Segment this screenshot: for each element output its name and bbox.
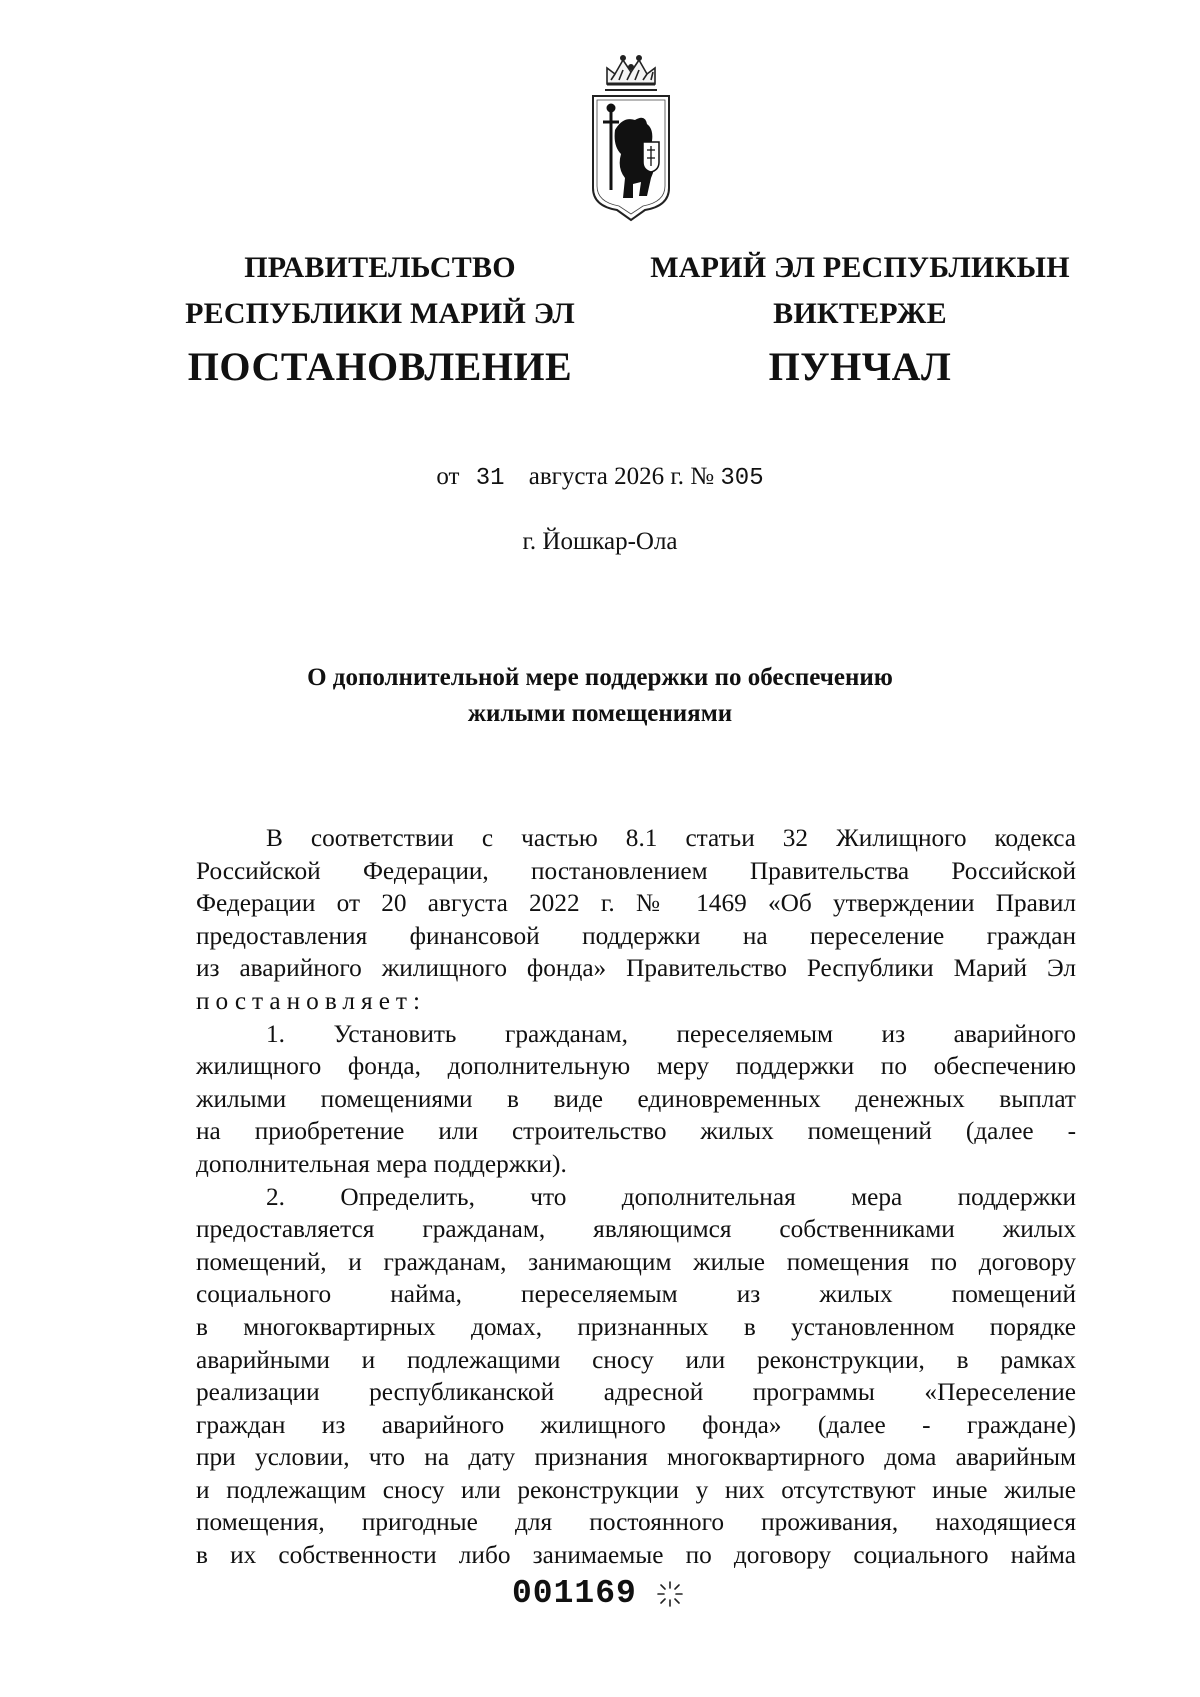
body-line-item-2: 2. Определить, что дополнительная мера поддержки (266, 1182, 1076, 1211)
body-line: Федерации от 20 августа 2022 г. № 1469 «Об утверждении Правил (196, 889, 1076, 918)
government-name-mari-line2: ВИКТЕРЖЕ (773, 297, 947, 330)
body-line: граждан из аварийного жилищного фонда» (далее - граждане) (196, 1410, 1076, 1439)
document-title (200, 660, 1000, 732)
body-line: помещения, пригодные для постоянного проживания, находящиеся (196, 1508, 1076, 1537)
body-line: и подлежащим сносу или реконструкции у них отсутствуют иные жилые (196, 1475, 1076, 1504)
body-line: дополнительная мера поддержки). (196, 1149, 567, 1178)
body-line: Российской Федерации, постановлением Правительства Российской (196, 856, 1076, 885)
date-day: 31 (475, 465, 505, 492)
document-type: ПОСТАНОВЛЕНИЕ (187, 344, 573, 389)
body-line: на приобретение или строительство жилых помещений (далее - (196, 1117, 1076, 1146)
document-type-mari: ПУНЧАЛ (768, 344, 952, 389)
date-line (0, 463, 1200, 492)
header-right (640, 245, 1080, 395)
body-line-item-1: 1. Установить гражданам, переселяемым из аварийного (266, 1019, 1076, 1048)
document-body (196, 822, 1076, 1572)
government-name-line1: ПРАВИТЕЛЬСТВО (244, 251, 516, 284)
body-line: при условии, что на дату признания многоквартирного дома аварийным (196, 1443, 1076, 1472)
date-month-year: августа 2026 г. № (528, 463, 715, 490)
body-line: предоставления финансовой поддержки на переселение граждан (196, 921, 1076, 950)
coat-of-arms-icon (585, 50, 677, 230)
date-prefix: от (436, 463, 460, 490)
starburst-mark-icon (655, 1579, 685, 1609)
city: г. Йошкар-Ола (522, 528, 678, 555)
title-line-2: жилыми помещениями (467, 700, 733, 727)
body-line: в многоквартирных домах, признанных в установленном порядке (196, 1312, 1076, 1341)
body-line: жилыми помещениями в виде единовременных денежных выплат (196, 1084, 1076, 1113)
body-line: реализации республиканской адресной программы «Переселение (196, 1378, 1076, 1407)
government-name-line2: РЕСПУБЛИКИ МАРИЙ ЭЛ (185, 297, 575, 330)
body-line: предоставляется гражданам, являющимся собственниками жилых (196, 1215, 1076, 1244)
body-line: помещений, и гражданам, занимающим жилые помещения по договору (196, 1247, 1076, 1276)
body-line: социального найма, переселяемым из жилых помещений (196, 1280, 1076, 1309)
header-left (160, 245, 600, 395)
serial-number: 001169 (512, 1575, 637, 1612)
government-name-mari-line1: МАРИЙ ЭЛ РЕСПУБЛИКЫН (650, 251, 1070, 284)
body-line: В соответствии с частью 8.1 статьи 32 Жилищного кодекса (266, 824, 1076, 852)
document-number: 305 (720, 465, 764, 492)
body-line: из аварийного жилищного фонда» Правительство Республики Марий Эл (196, 954, 1076, 983)
body-line: в их собственности либо занимаемые по договору социального найма (196, 1541, 1076, 1570)
body-line: аварийными и подлежащими сносу или реконструкции, в рамках (196, 1345, 1076, 1374)
body-line-decree-word: постановляет: (196, 986, 427, 1015)
footer (512, 1575, 685, 1612)
title-line-1: О дополнительной мере поддержки по обеспечению (307, 664, 893, 691)
body-line: жилищного фонда, дополнительную меру поддержки по обеспечению (196, 1052, 1076, 1081)
